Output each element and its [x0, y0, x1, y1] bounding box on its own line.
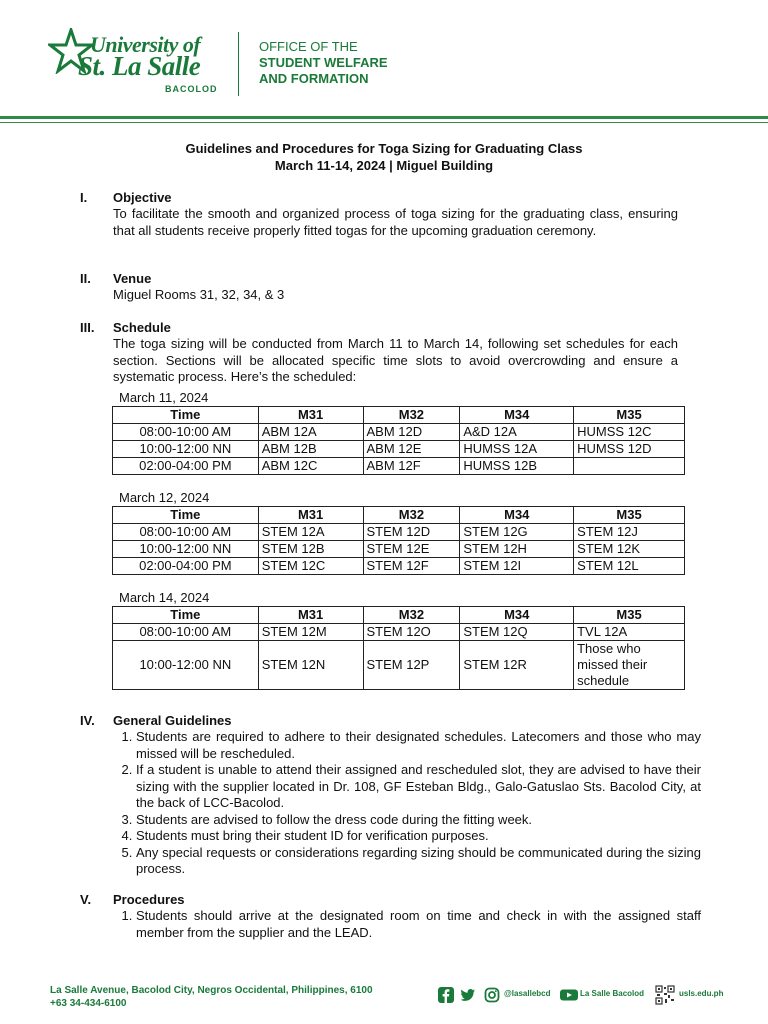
time-cell: 08:00-10:00 AM [113, 424, 259, 441]
list-item: 2. If a student is unable to attend their assigned and rescheduled slot, they are advised to have their sizing with the supplier located in Dr. 108, GF Esteban Bldg., Galo-Gatuslao Sts. Bacolod City, at the back of LCC-Bacolod. [136, 762, 701, 812]
table-cell: STEM 12L [574, 558, 685, 575]
header-cell: Time [113, 607, 259, 624]
section-heading-procedures: Procedures [113, 892, 185, 907]
table-cell: STEM 12F [363, 558, 460, 575]
guidelines-list [113, 729, 701, 878]
table-cell: TVL 12A [574, 624, 685, 641]
time-cell: 10:00-12:00 NN [113, 541, 259, 558]
section-number: III. [80, 320, 95, 335]
table-cell: STEM 12A [258, 524, 363, 541]
schedule-table-march-11 [112, 406, 685, 475]
table-row [113, 424, 685, 441]
table-cell: ABM 12D [363, 424, 460, 441]
venue-text: Miguel Rooms 31, 32, 34, & 3 [113, 287, 285, 302]
website-link[interactable]: usls.edu.ph [679, 989, 724, 998]
table-cell: ABM 12C [258, 458, 363, 475]
table-cell: Those who missed their schedule [574, 641, 685, 690]
section-number: II. [80, 271, 91, 286]
table-cell: HUMSS 12B [460, 458, 574, 475]
table-row [113, 458, 685, 475]
table-date-caption: March 11, 2024 [119, 390, 209, 405]
table-cell: STEM 12Q [460, 624, 574, 641]
section-heading-venue: Venue [113, 271, 152, 286]
table-cell: ABM 12A [258, 424, 363, 441]
logo-name-text: St. La Salle [78, 51, 201, 81]
table-cell: STEM 12D [363, 524, 460, 541]
list-item: 1. Students should arrive at the designated room on time and check in with the assigned staff member from the supplier and the LEAD. [136, 908, 701, 941]
table-row [113, 641, 685, 690]
table-cell: STEM 12I [460, 558, 574, 575]
table-row [113, 524, 685, 541]
youtube-icon[interactable] [560, 987, 578, 1003]
table-cell: STEM 12G [460, 524, 574, 541]
youtube-channel[interactable]: La Salle Bacolod [580, 989, 645, 998]
table-cell: STEM 12K [574, 541, 685, 558]
office-line-2: STUDENT WELFARE [259, 55, 388, 70]
table-cell: ABM 12F [363, 458, 460, 475]
table-cell: STEM 12B [258, 541, 363, 558]
instagram-icon[interactable] [484, 987, 500, 1003]
section-heading-guidelines: General Guidelines [113, 713, 232, 728]
table-cell: STEM 12O [363, 624, 460, 641]
footer-phone: +63 34-434-6100 [50, 998, 127, 1009]
table-row [113, 541, 685, 558]
section-heading-objective: Objective [113, 190, 172, 205]
section-heading-schedule: Schedule [113, 320, 171, 335]
table-date-caption: March 14, 2024 [119, 590, 210, 605]
footer-address: La Salle Avenue, Bacolod City, Negros Occidental, Philippines, 6100 [50, 985, 373, 996]
table-cell: STEM 12J [574, 524, 685, 541]
list-item: 5. Any special requests or considerations regarding sizing should be communicated during the sizing process. [136, 845, 701, 878]
section-number: V. [80, 892, 92, 907]
schedule-text: The toga sizing will be conducted from March 11 to March 14, following set schedules for each section. Sections will be allocated specific time slots to avoid overcrowding and ensure a systematic process. Here’s the scheduled: [113, 336, 678, 384]
header-cell: M35 [574, 607, 685, 624]
table-cell: STEM 12M [258, 624, 363, 641]
section-number: IV. [80, 713, 95, 728]
time-cell: 02:00-04:00 PM [113, 558, 259, 575]
table-cell: HUMSS 12D [574, 441, 685, 458]
header-rule-thin [0, 122, 768, 123]
table-cell: STEM 12R [460, 641, 574, 690]
time-cell: 10:00-12:00 NN [113, 441, 259, 458]
time-cell: 08:00-10:00 AM [113, 624, 259, 641]
table-cell: STEM 12E [363, 541, 460, 558]
objective-text: To facilitate the smooth and organized process of toga sizing for the graduating class, ensuring that all students receive properly fitted togas for the upcoming graduation ceremony. [113, 206, 678, 238]
table-date-caption: March 12, 2024 [119, 490, 210, 505]
table-row [113, 441, 685, 458]
social-handle[interactable]: @lasallebcd [504, 989, 551, 998]
logo-university-text: University of [90, 32, 201, 57]
table-cell: ABM 12E [363, 441, 460, 458]
qr-code-icon [655, 985, 675, 1005]
header-cell: M32 [363, 607, 460, 624]
time-cell: 08:00-10:00 AM [113, 524, 259, 541]
header-rule-thick [0, 116, 768, 119]
table-cell [574, 458, 685, 475]
table-header-row [113, 407, 685, 424]
procedures-list [113, 908, 701, 941]
time-cell: 02:00-04:00 PM [113, 458, 259, 475]
time-cell: 10:00-12:00 NN [113, 641, 259, 690]
table-row [113, 624, 685, 641]
office-line-1: OFFICE OF THE [259, 39, 358, 54]
header-cell: M31 [258, 407, 363, 424]
header-cell: M31 [258, 507, 363, 524]
list-item: 3. Students are advised to follow the dress code during the fitting week. [136, 812, 701, 829]
table-row [113, 558, 685, 575]
table-cell: A&D 12A [460, 424, 574, 441]
header-cell: Time [113, 407, 259, 424]
table-cell: HUMSS 12C [574, 424, 685, 441]
header-divider [238, 32, 239, 96]
table-cell: STEM 12N [258, 641, 363, 690]
table-cell: HUMSS 12A [460, 441, 574, 458]
list-item: 4. Students must bring their student ID for verification purposes. [136, 828, 701, 845]
header-cell: M32 [363, 407, 460, 424]
office-name [259, 39, 388, 87]
header-cell: M31 [258, 607, 363, 624]
document-subtitle: March 11-14, 2024 | Miguel Building [274, 158, 494, 173]
document-title: Guidelines and Procedures for Toga Sizing for Graduating Class [185, 141, 583, 156]
table-cell: STEM 12H [460, 541, 574, 558]
header-cell: M32 [363, 507, 460, 524]
header-cell: M35 [574, 507, 685, 524]
list-item: 1. Students are required to adhere to their designated schedules. Latecomers and those who may missed will be rescheduled. [136, 729, 701, 762]
schedule-table-march-12 [112, 506, 685, 575]
table-cell: ABM 12B [258, 441, 363, 458]
header-cell: M34 [460, 507, 574, 524]
schedule-table-march-14 [112, 606, 685, 690]
table-header-row [113, 507, 685, 524]
twitter-icon[interactable] [460, 987, 476, 1003]
table-header-row [113, 607, 685, 624]
section-number: I. [80, 190, 88, 205]
office-line-3: AND FORMATION [259, 71, 369, 86]
table-cell: STEM 12C [258, 558, 363, 575]
header-cell: M34 [460, 407, 574, 424]
logo-city-text: BACOLOD [165, 84, 218, 94]
facebook-icon[interactable] [438, 987, 454, 1003]
header-cell: Time [113, 507, 259, 524]
header-cell: M34 [460, 607, 574, 624]
header-cell: M35 [574, 407, 685, 424]
table-cell: STEM 12P [363, 641, 460, 690]
